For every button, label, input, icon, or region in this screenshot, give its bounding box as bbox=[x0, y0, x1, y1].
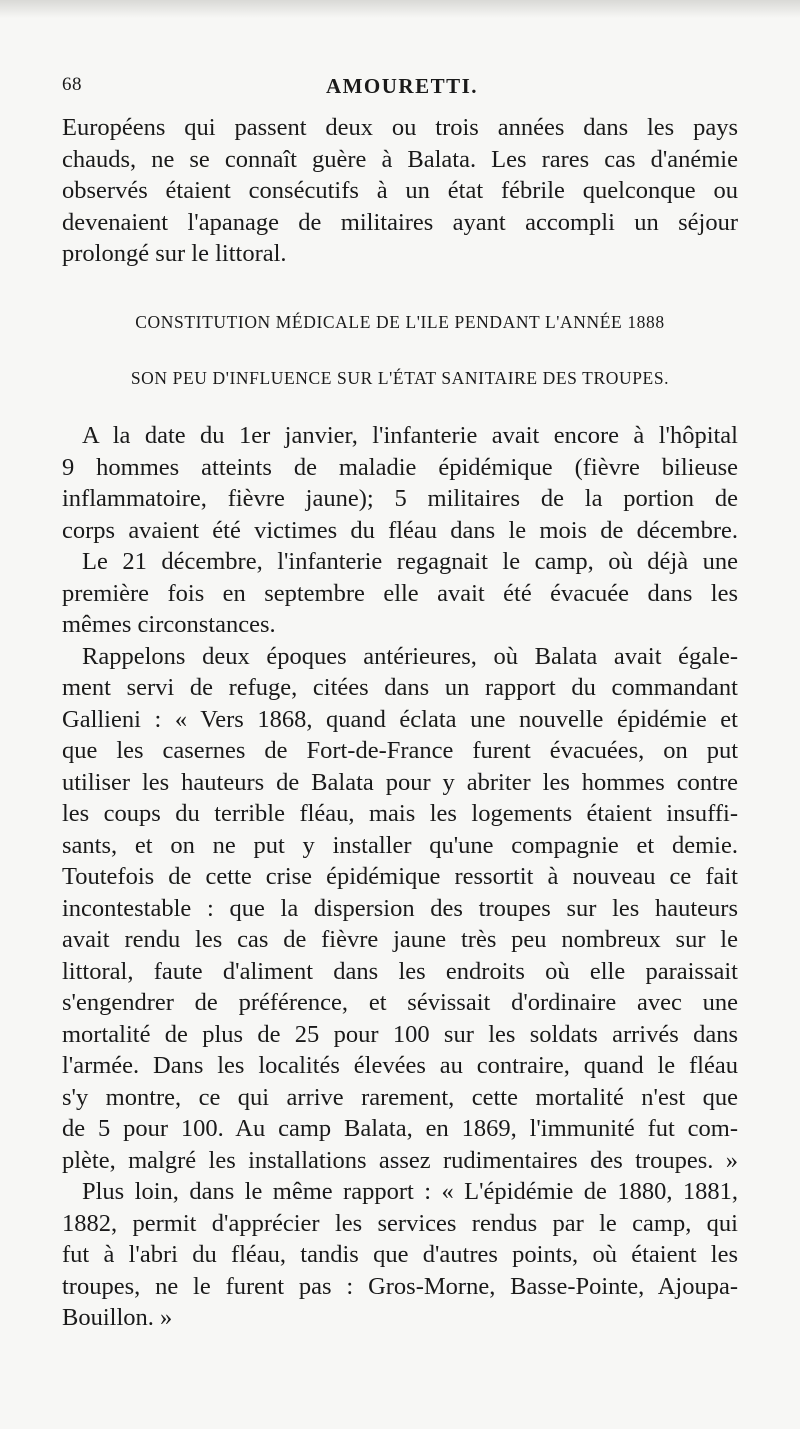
intro-paragraph bbox=[62, 112, 738, 270]
text-line: incontestable : que la dispersion des troupes sur les hauteurs bbox=[62, 894, 738, 922]
running-title: AMOURETTI. bbox=[325, 74, 479, 98]
section-heading-line-2: SON PEU D'INFLUENCE SUR L'ÉTAT SANITAIRE DES TROUPES. bbox=[130, 368, 670, 388]
text-line: fut à l'abri du fléau, tandis que d'autres points, où étaient les bbox=[62, 1241, 738, 1268]
text-line: Toutefois de cette crise épidémique ressortit à nouveau ce fait bbox=[62, 863, 738, 890]
text-line: s'engendrer de préférence, et sévissait d'ordinaire avec une bbox=[62, 989, 738, 1016]
text-line: de 5 pour 100. Au camp Balata, en 1869, l'immunité fut com- bbox=[62, 1115, 738, 1142]
text-line: 1882, permit d'apprécier les services rendus par le camp, qui bbox=[62, 1209, 738, 1237]
text-line: l'armée. Dans les localités élevées au contraire, quand le fléau bbox=[62, 1052, 738, 1079]
page-edge-shadow bbox=[0, 0, 800, 18]
text-line: Gallieni : « Vers 1868, quand éclata une nouvelle épidémie et bbox=[62, 705, 738, 733]
text-line: A la date du 1er janvier, l'infanterie avait encore à l'hôpital bbox=[82, 422, 738, 449]
text-line: première fois en septembre elle avait été évacuée dans les bbox=[62, 579, 738, 607]
text-line: ment servi de refuge, citées dans un rapport du commandant bbox=[62, 674, 738, 701]
text-line: troupes, ne le furent pas : Gros-Morne, Basse-Pointe, Ajoupa- bbox=[62, 1272, 738, 1300]
text-line: utiliser les hauteurs de Balata pour y abriter les hommes contre bbox=[62, 768, 738, 796]
text-line: mortalité de plus de 25 pour 100 sur les soldats arrivés dans bbox=[62, 1020, 738, 1048]
text-line: inflammatoire, fièvre jaune); 5 militaires de la portion de bbox=[62, 485, 738, 512]
text-line: sants, et on ne put y installer qu'une compagnie et demie. bbox=[62, 831, 738, 859]
text-line: 9 hommes atteints de maladie épidémique (fièvre bilieuse bbox=[62, 453, 738, 481]
text-line: les coups du terrible fléau, mais les logements étaient insuffi- bbox=[62, 800, 738, 827]
text-line: Rappelons deux époques antérieures, où Balata avait égale- bbox=[82, 642, 738, 670]
text-line: littoral, faute d'aliment dans les endroits où elle paraissait bbox=[62, 957, 738, 985]
text-line: que les casernes de Fort-de-France furent évacuées, on put bbox=[62, 737, 738, 764]
text-line: prolongé sur le littoral. bbox=[62, 240, 287, 267]
page-number: 68 bbox=[62, 74, 82, 95]
running-head bbox=[62, 74, 742, 100]
section-heading-line-1: CONSTITUTION MÉDICALE DE L'ILE PENDANT L'ANNÉE 1888 bbox=[135, 312, 665, 332]
text-line: devenaient l'apanage de militaires ayant accompli un séjour bbox=[62, 208, 738, 236]
text-line: Bouillon. » bbox=[62, 1304, 173, 1331]
text-line: s'y montre, ce qui arrive rarement, cette mortalité n'est que bbox=[62, 1083, 738, 1111]
text-line: Plus loin, dans le même rapport : « L'épidémie de 1880, 1881, bbox=[82, 1178, 738, 1205]
body-text bbox=[62, 420, 738, 1334]
text-line: Le 21 décembre, l'infanterie regagnait le camp, où déjà une bbox=[82, 548, 738, 575]
text-line: Européens qui passent deux ou trois années dans les pays bbox=[62, 114, 738, 141]
text-line: observés étaient consécutifs à un état fébrile quelconque ou bbox=[62, 177, 738, 204]
text-line: plète, malgré les installations assez rudimentaires des troupes. » bbox=[62, 1146, 738, 1174]
text-line: mêmes circonstances. bbox=[62, 611, 276, 638]
text-line: chauds, ne se connaît guère à Balata. Les rares cas d'anémie bbox=[62, 145, 738, 173]
text-line: avait rendu les cas de fièvre jaune très peu nombreux sur le bbox=[62, 926, 738, 953]
text-line: corps avaient été victimes du fléau dans le mois de décembre. bbox=[62, 516, 738, 544]
